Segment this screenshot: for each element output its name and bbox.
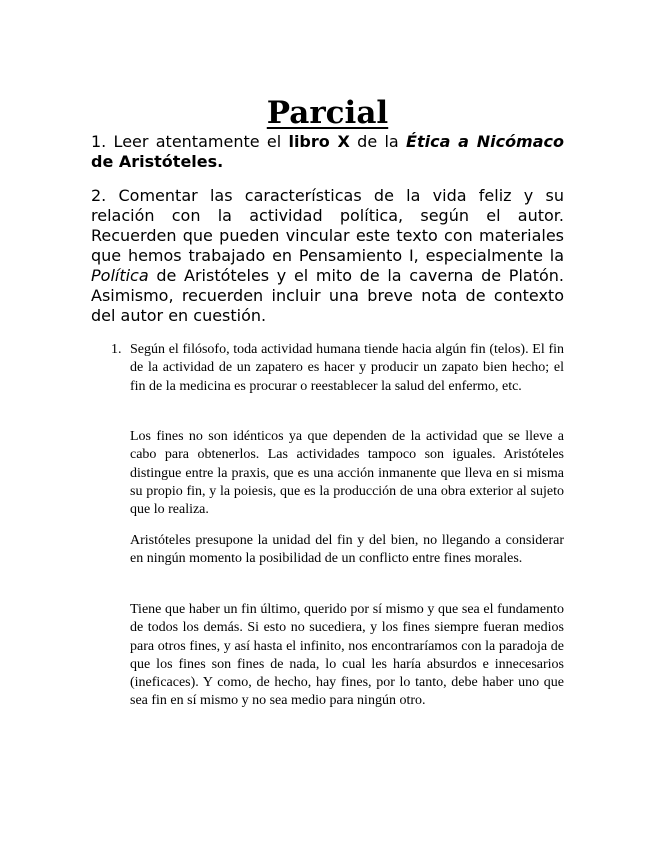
instruction-item-1: [91, 132, 564, 172]
instruction-2-prefix: 2. Comentar las características de la vida feliz y su relación con la actividad política, según el autor. Recuerden que pueden vincular este texto con materiales que hemos trabajado en Pensamiento I, especialmente la: [91, 186, 564, 265]
work-title-etica: Ética a Nicómaco: [406, 132, 565, 151]
answer-paragraph-2: Los fines no son idénticos ya que dependen de la actividad que se lleve a cabo para obtenerlos. Las actividades tampoco son iguales. Aristóteles distingue entre la praxis, que es una acción inmanente que lleva en si misma su propio fin, y la poiesis, que es la producción de una obra exterior al sujeto que lo realiza.: [130, 429, 564, 518]
instruction-2-suffix: de Aristóteles y el mito de la caverna de Platón. Asimismo, recuerden incluir una breve nota de contexto del autor en cuestión.: [91, 266, 564, 325]
book-reference: libro X: [288, 132, 350, 151]
instruction-1-connector: de la: [349, 132, 407, 151]
instruction-1-prefix: 1. Leer atentamente el: [91, 132, 289, 151]
page-title: Parcial: [266, 94, 389, 131]
answer-paragraph-1: Según el filósofo, toda actividad humana tiende hacia algún fin (telos). El fin de la actividad de un zapatero es hacer y producir un zapato bien hecho; el fin de la medicina es procurar o reestablecer la salud del enfermo, etc.: [130, 342, 564, 394]
instruction-1-suffix: de Aristóteles.: [91, 152, 224, 171]
answer-list-number: 1.: [111, 342, 122, 357]
work-title-politica: Política: [91, 266, 149, 285]
answer-paragraph-4: Tiene que haber un fin último, querido por sí mismo y que sea el fundamento de todos los demás. Si esto no sucediera, y los fines siempre fueran medios para otros fines, y así hasta el infinito, nos encontraríamos con la paradoja de que los fines son fines de nada, lo cual les haría absurdos e innecesarios (ineficaces). Y como, de hecho, hay fines, por lo tanto, debe haber uno que sea fin en sí mismo y no sea medio para ningún otro.: [130, 602, 564, 709]
instruction-item-2: [91, 186, 564, 326]
answer-paragraph-3: Aristóteles presupone la unidad del fin y del bien, no llegando a considerar en ningún momento la posibilidad de un conflicto entre fines morales.: [130, 533, 564, 567]
